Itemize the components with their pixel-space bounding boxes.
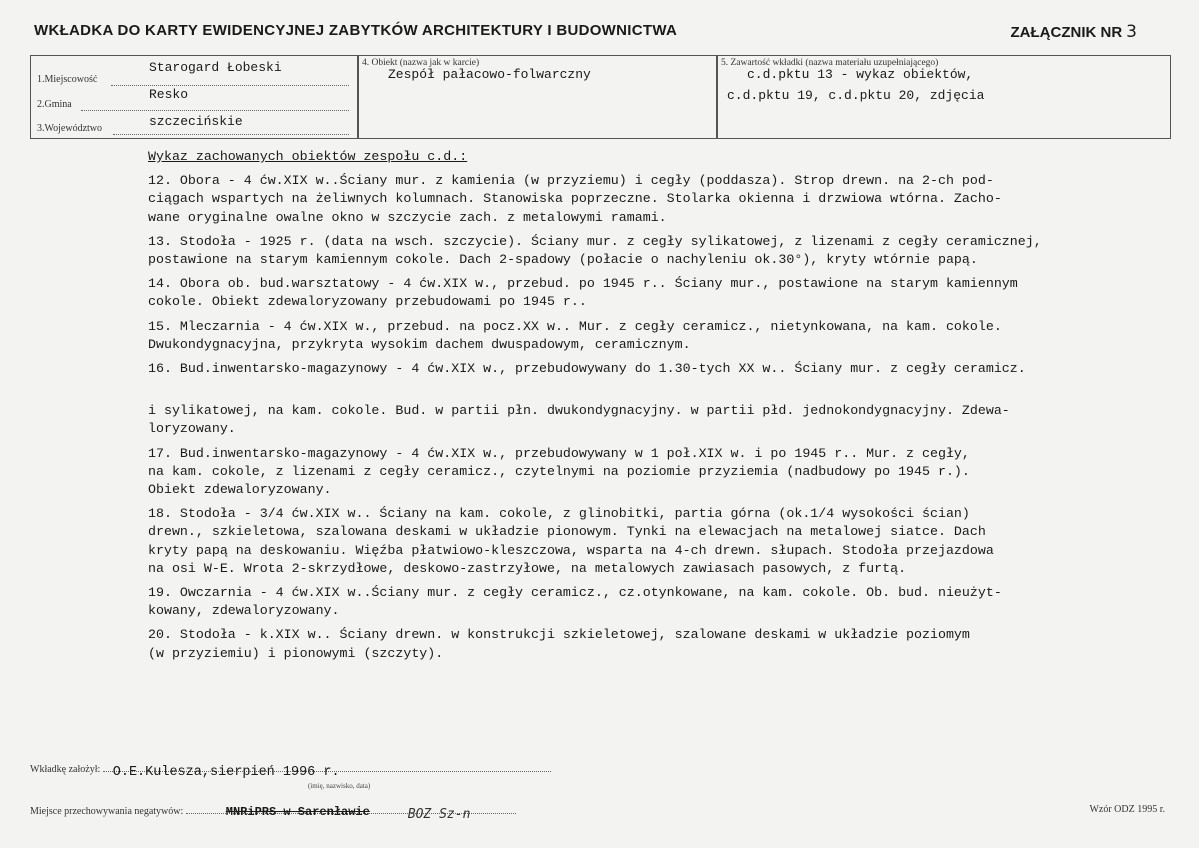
annex-number: 3 [1126, 22, 1137, 42]
list-item: i sylikatowej, na kam. cokole. Bud. w partii płn. dwukondygnacyjny. w partii płd. jednokondygnacyjny. Zdewa- loryzowany. [148, 403, 1010, 437]
author-sublabel: (imię, nazwisko, data) [308, 782, 371, 790]
object-label: 4. Obiekt (nazwa jak w karcie) [362, 58, 480, 68]
object-value: Zespół pałacowo-folwarczny [388, 67, 591, 82]
location-box [30, 55, 359, 139]
author-line [103, 765, 551, 780]
locality-value: Starogard Łobeski [149, 60, 282, 75]
contents-box [716, 55, 1171, 139]
author-value: O.E.Kulesza,sierpień 1996 r. [112, 765, 340, 780]
form-title: WKŁADKA DO KARTY EWIDENCYJNEJ ZABYTKÓW ARCHITEKTURY I BUDOWNICTWA [34, 22, 678, 39]
list-item: 19. Owczarnia - 4 ćw.XIX w..Ściany mur. z cegły ceramicz., cz.otynkowane, na kam. cokole. Ob. bud. nieużyt- kowany, zdewaloryzowany. [148, 585, 1002, 619]
commune-line [81, 110, 349, 111]
annex-label [1011, 22, 1137, 42]
voivodeship-field [37, 114, 243, 134]
list-item: 18. Stodoła - 3/4 ćw.XIX w.. Ściany na kam. cokole, z glinobitki, partia górna (ok.1/4 wysokości ścian) drewn., szkieletowa, szalowana deskami w układzie pionowym. Tynki na elewacjach na metalowej siatce. Dach kryty papą na deskowaniu. Więźba płatwiowo-kleszczowa, wsparta na 4-ch drewn. słupach. Stodoła przejazdowa na osi W-E. Wrota 2-skrzydłowe, deskowo-zastrzyłowe, na metalowych zawiasach pasowych, z furtą. [148, 506, 994, 576]
locality-field [37, 60, 282, 85]
list-item: 14. Obora ob. bud.warsztatowy - 4 ćw.XIX w., przebud. po 1945 r.. Ściany mur., postawione na starym kamiennym cokole. Obiekt zdewaloryzowany przebudowami po 1945 r.. [148, 276, 1018, 310]
negatives-label: Miejsce przechowywania negatywów: [30, 806, 184, 817]
form-version: Wzór ODZ 1995 r. [1089, 804, 1165, 815]
list-heading: Wykaz zachowanych obiektów zespołu c.d.: [148, 149, 468, 164]
object-box [357, 55, 718, 139]
list-item: 17. Bud.inwentarsko-magazynowy - 4 ćw.XIX w., przebudowywany w 1 poł.XIX w. i po 1945 r.. Mur. z cegły, na kam. cokole, z lizenami z cegły ceramicz., czytelnymi na poziomie przyziemia (nadbudowy po 1945 r.). Obiekt zdewaloryzowany. [148, 445, 970, 498]
list-item: 12. Obora - 4 ćw.XIX w..Ściany mur. z kamienia (w przyziemu) i cegły (poddasza). Strop drewn. na 2-ch pod- ciągach wspartych na żeliwnych kolumnach. Stanowiska poprzeczne. Stolarka okienna i drzwiowa wtórna. Zacho- wane oryginalne owalne okno w szczycie zach. z metalowymi ramami. [148, 173, 1002, 225]
voivodeship-label: 3.Województwo [37, 123, 103, 134]
commune-value: Resko [149, 87, 189, 102]
commune-field [37, 87, 189, 110]
contents-label: 5. Zawartość wkładki (nazwa materiału uzupełniającego) [721, 58, 939, 68]
contents-line-1: c.d.pktu 13 - wykaz obiektów, [747, 67, 974, 82]
object-list [148, 148, 1158, 669]
contents-line-2: c.d.pktu 19, c.d.pktu 20, zdjęcia [727, 88, 985, 103]
commune-label: 2.Gmina [37, 99, 72, 110]
negatives-row [30, 805, 516, 822]
negatives-handwritten-value: BOZ Sz-n [407, 807, 471, 822]
list-item: 13. Stodoła - 1925 r. (data na wsch. szczycie). Ściany mur. z cegły sylikatowej, z lizenami z cegły ceramicznej, postawione na starym kamiennym cokole. Dach 2-spadowy (połacie o nachyleniu ok.30°), kryty wtórnie papą. [148, 233, 1042, 268]
list-item: 16. Bud.inwentarsko-magazynowy - 4 ćw.XIX w., przebudowywany do 1.30-tych XX w.. Ściany mur. z cegły ceramicz. [148, 361, 1026, 377]
list-item: 20. Stodoła - k.XIX w.. Ściany drewn. w konstrukcji szkieletowej, szalowane deskami w układzie poziomym (w przyziemiu) i pionowymi (szczyty). [148, 627, 970, 661]
negatives-struck-value: MNRiPRS w Sarenławie [225, 805, 370, 819]
author-label: Wkładkę założył: [30, 764, 101, 775]
list-item: 15. Mleczarnia - 4 ćw.XIX w., przebud. na pocz.XX w.. Mur. z cegły ceramicz., nietynkowana, na kam. cokole. Dwukondygnacyjna, przykryta wysokim dachem dwuspadowym, ceramicznym. [148, 318, 1002, 352]
annex-label-text: ZAŁĄCZNIK NR [1010, 24, 1123, 41]
voivodeship-value: szczecińskie [149, 114, 243, 129]
voivodeship-line [113, 134, 349, 135]
negatives-line [186, 805, 516, 822]
locality-line [111, 85, 349, 86]
author-row [30, 764, 551, 780]
locality-label: 1.Miejscowość [37, 74, 98, 85]
